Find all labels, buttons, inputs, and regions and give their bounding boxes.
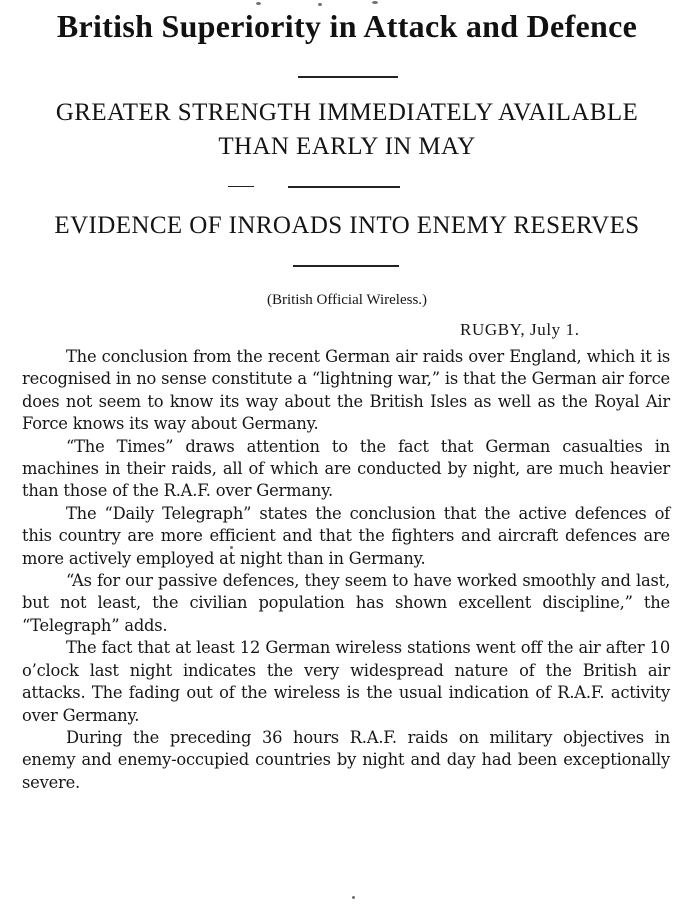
divider-rule [293,265,399,267]
subheadline-line2: THAN EARLY IN MAY [218,133,476,160]
paragraph: The conclusion from the recent German air raids over England, which it is recognised in no sense constitute a “lightning war,” is that the German air force does not seem to know its way about the British Isles as well as the Royal Air Force knows its way about Germany. [22,347,670,434]
subheadline-line1: GREATER STRENGTH IMMEDIATELY AVAILABLE [55,99,639,126]
paragraph: “As for our passive defences, they seem to have worked smoothly and last, but not least, the civilian population has shown excellent discipline,” the “Telegraph” adds. [22,571,670,635]
divider-rule [288,186,400,188]
paragraph: The fact that at least 12 German wireless stations went off the air after 10 o’clock last night indicates the very widespread nature of the British air attacks. The fading out of the wireless is the usual indication of R.A.F. activity over Germany. [22,638,670,725]
dateline: RUGBY, July 1. [460,320,580,339]
print-speck [318,3,322,6]
print-speck [372,1,378,4]
headline: British Superiority in Attack and Defence [56,8,638,44]
print-speck [352,896,355,899]
print-speck [256,2,261,5]
subheadline-evidence: EVIDENCE OF INROADS INTO ENEMY RESERVES [54,212,640,239]
paragraph: “The Times” draws attention to the fact that German casualties in machines in their raids, all of which are conducted by night, are much heavier than those of the R.A.F. over Germany. [22,436,670,501]
paragraph: During the preceding 36 hours R.A.F. raids on military objectives in enemy and enemy-occupied countries by night and day had been exceptionally severe. [22,727,670,792]
divider-rule [298,76,398,78]
source-credit: (British Official Wireless.) [266,292,428,308]
divider-rule [228,186,254,187]
article-body [22,346,670,794]
print-speck [230,546,233,549]
subheadline [0,96,694,164]
paragraph: The “Daily Telegraph” states the conclusion that the active defences of this country are more efficient and that the fighters and aircraft defences are more actively employed at night than in Germany. [22,503,670,568]
